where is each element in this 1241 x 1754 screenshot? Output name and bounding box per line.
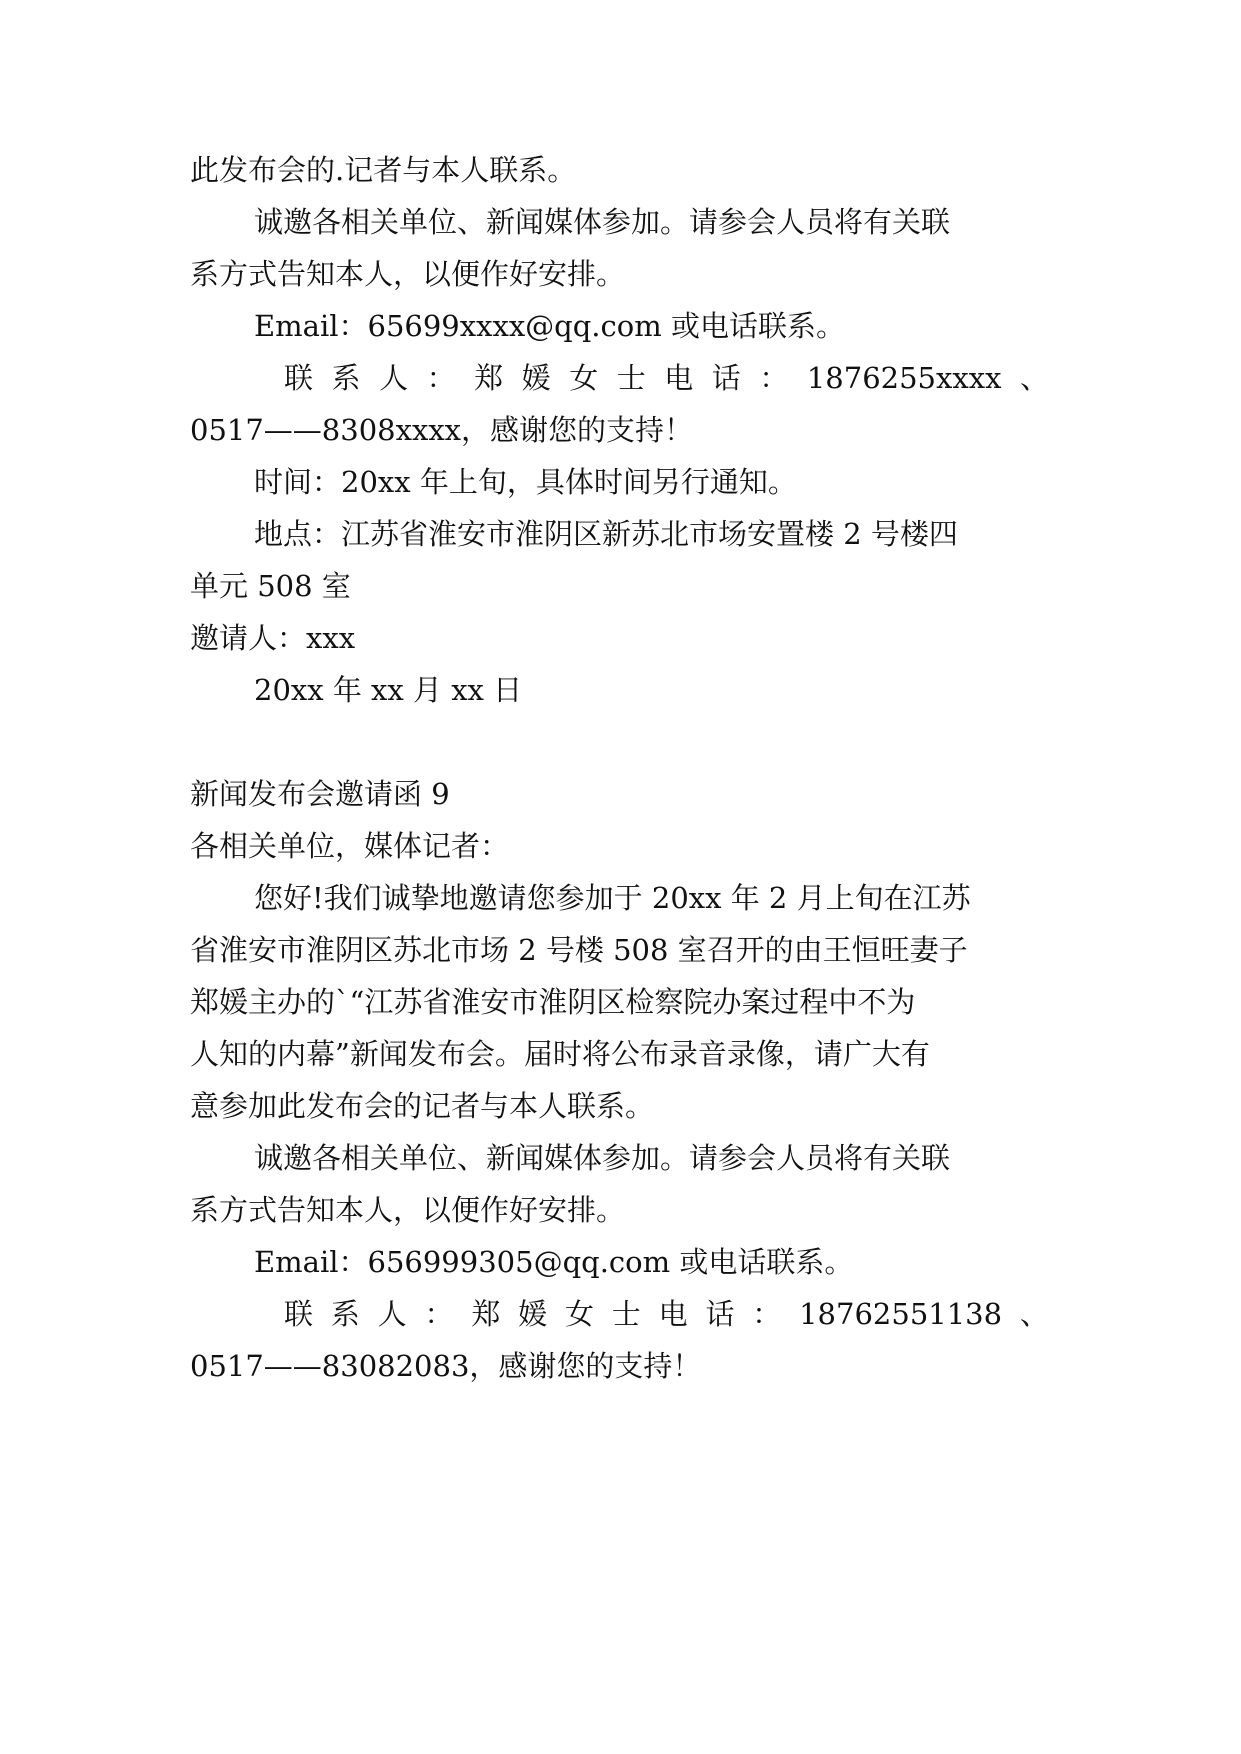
- contact-char: 系: [331, 361, 361, 395]
- paragraph-line: 省淮安市淮阴区苏北市场 2 号楼 508 室召开的由王恒旺妻子: [190, 933, 968, 967]
- contact-char: 联: [284, 1297, 314, 1331]
- contact-char: 女: [569, 361, 599, 395]
- salutation: 各相关单位，媒体记者：: [190, 829, 510, 863]
- contact-char: 、: [1019, 361, 1049, 395]
- paragraph-line: 郑媛主办的`“江苏省淮安市淮阴区检察院办案过程中不为: [190, 985, 916, 1019]
- closing-line: 0517——83082083，感谢您的支持！: [190, 1349, 702, 1383]
- contact-char: 女: [564, 1297, 594, 1331]
- contact-char: 话: [705, 1297, 735, 1331]
- paragraph-line: 系方式告知本人，以便作好安排。: [190, 1193, 626, 1227]
- contact-phone: 18762551138: [799, 1297, 1003, 1331]
- contact-row: [284, 358, 1049, 398]
- date-line: 20xx 年 xx 月 xx 日: [254, 673, 523, 707]
- paragraph-line: 单元 508 室: [190, 569, 351, 603]
- email-line: Email：656999305@qq.com 或电话联系。: [254, 1245, 854, 1279]
- contact-char: 电: [664, 361, 694, 395]
- inviter-line: 邀请人：xxx: [190, 621, 356, 655]
- contact-char: 人: [377, 1297, 407, 1331]
- paragraph-line: 诚邀各相关单位、新闻媒体参加。请参会人员将有关联: [254, 1141, 951, 1175]
- time-line: 时间：20xx 年上旬，具体时间另行通知。: [254, 465, 797, 499]
- contact-char: 、: [1019, 1297, 1049, 1331]
- paragraph-line: 人知的内幕”新闻发布会。届时将公布录音录像，请广大有: [190, 1037, 930, 1071]
- contact-char: 士: [616, 361, 646, 395]
- paragraph-line: 此发布会的.记者与本人联系。: [190, 153, 577, 187]
- location-line: 地点：江苏省淮安市淮阴区新苏北市场安置楼 2 号楼四: [254, 517, 958, 551]
- contact-char: 人: [379, 361, 409, 395]
- paragraph-line: 意参加此发布会的记者与本人联系。: [190, 1089, 655, 1123]
- contact-char: 郑: [474, 361, 504, 395]
- contact-char: 话: [711, 361, 741, 395]
- paragraph-line: 诚邀各相关单位、新闻媒体参加。请参会人员将有关联: [254, 205, 951, 239]
- contact-char: ：: [426, 361, 456, 395]
- contact-row: [284, 1294, 1049, 1334]
- contact-char: 郑: [471, 1297, 501, 1331]
- paragraph-line: 您好!我们诚挚地邀请您参加于 20xx 年 2 月上旬在江苏: [254, 881, 971, 915]
- contact-char: 媛: [518, 1297, 548, 1331]
- contact-char: 媛: [521, 361, 551, 395]
- email-line: Email：65699xxxx@qq.com 或电话联系。: [254, 309, 845, 343]
- contact-char: ：: [759, 361, 789, 395]
- paragraph-line: 系方式告知本人，以便作好安排。: [190, 257, 626, 291]
- contact-char: ：: [424, 1297, 454, 1331]
- section-title: 新闻发布会邀请函 9: [190, 777, 450, 811]
- paragraph-line: 0517——8308xxxx，感谢您的支持！: [190, 413, 694, 447]
- contact-char: 联: [284, 361, 314, 395]
- contact-phone: 1876255xxxx: [806, 361, 1002, 395]
- contact-char: 士: [611, 1297, 641, 1331]
- contact-char: 系: [330, 1297, 360, 1331]
- contact-char: ：: [752, 1297, 782, 1331]
- contact-char: 电: [658, 1297, 688, 1331]
